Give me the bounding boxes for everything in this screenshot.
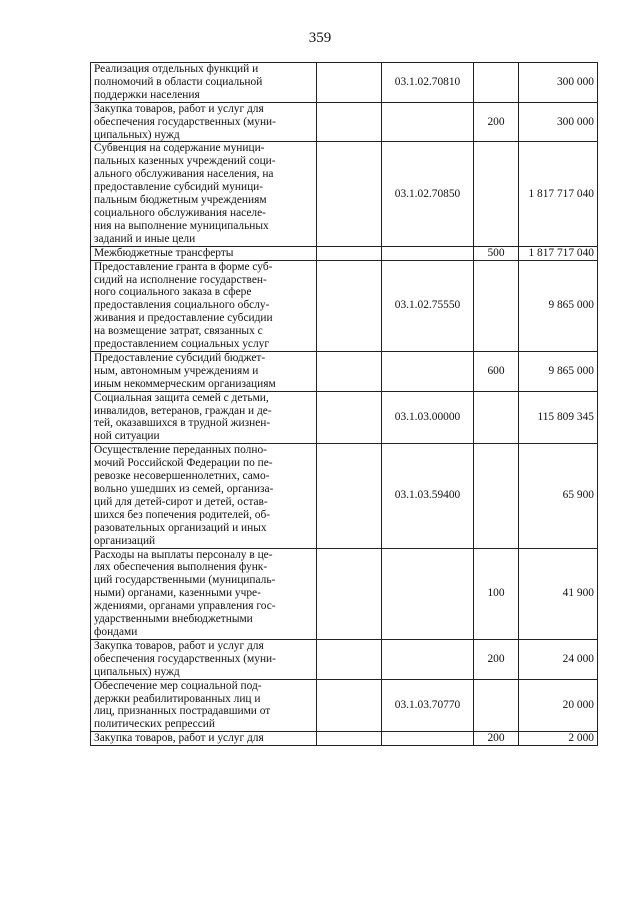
blank-cell — [317, 548, 382, 639]
blank-cell — [317, 679, 382, 732]
expense-name-cell: Закупка товаров, работ и услуг для обеспечения государственных (муни- ципальных) нужд — [91, 639, 317, 679]
expense-type-cell: 500 — [474, 246, 519, 260]
amount-cell: 115 809 345 — [519, 391, 598, 444]
expense-type-cell — [474, 142, 519, 246]
target-code-cell — [382, 548, 474, 639]
expense-name-cell: Реализация отдельных функций и полномочий в области социальной поддержки населения — [91, 63, 317, 103]
amount-cell: 2 000 — [519, 732, 598, 746]
target-code-cell: 03.1.02.70810 — [382, 63, 474, 103]
table-row — [91, 260, 598, 351]
table-row — [91, 444, 598, 548]
table-row — [91, 391, 598, 444]
table-row — [91, 679, 598, 732]
target-code-cell: 03.1.03.70770 — [382, 679, 474, 732]
target-code-cell: 03.1.03.59400 — [382, 444, 474, 548]
expense-type-cell — [474, 391, 519, 444]
table-row — [91, 63, 598, 103]
expense-type-cell — [474, 260, 519, 351]
blank-cell — [317, 63, 382, 103]
expense-type-cell: 600 — [474, 351, 519, 391]
blank-cell — [317, 732, 382, 746]
expense-type-cell — [474, 679, 519, 732]
amount-cell: 41 900 — [519, 548, 598, 639]
expense-type-cell: 200 — [474, 639, 519, 679]
table-row — [91, 548, 598, 639]
expense-name-cell: Предоставление гранта в форме суб- сидий на исполнение государствен- ного социального заказа в сфере предоставления социального обслу- живания и предоставление субсидии на возмещение затрат, связанных с предоставлением социальных услуг — [91, 260, 317, 351]
blank-cell — [317, 351, 382, 391]
expense-type-cell: 100 — [474, 548, 519, 639]
table-row — [91, 142, 598, 246]
blank-cell — [317, 639, 382, 679]
amount-cell: 300 000 — [519, 63, 598, 103]
target-code-cell — [382, 246, 474, 260]
blank-cell — [317, 391, 382, 444]
expense-name-cell: Осуществление переданных полно- мочий Российской Федерации по пе- ревозке несовершеннолетних, само- вольно ушедших из семей, организа- ций для детей-сирот и детей, остав- шихся без попечения родителей, об- разовательных организаций и иных организаций — [91, 444, 317, 548]
target-code-cell: 03.1.02.70850 — [382, 142, 474, 246]
amount-cell: 24 000 — [519, 639, 598, 679]
expense-name-cell: Расходы на выплаты персоналу в це- лях обеспечения выполнения функ- ций государственными (муниципаль- ными) органами, казенными учре- ждениями, органами управления гос- ударственными внебюджетными фондами — [91, 548, 317, 639]
expense-name-cell: Межбюджетные трансферты — [91, 246, 317, 260]
budget-table-body — [91, 63, 598, 746]
expense-type-cell — [474, 444, 519, 548]
target-code-cell — [382, 639, 474, 679]
amount-cell: 9 865 000 — [519, 260, 598, 351]
amount-cell: 20 000 — [519, 679, 598, 732]
target-code-cell — [382, 732, 474, 746]
amount-cell: 300 000 — [519, 102, 598, 142]
table-row — [91, 639, 598, 679]
blank-cell — [317, 260, 382, 351]
table-row — [91, 102, 598, 142]
expense-type-cell: 200 — [474, 102, 519, 142]
expense-name-cell: Закупка товаров, работ и услуг для обеспечения государственных (муни- ципальных) нужд — [91, 102, 317, 142]
expense-name-cell: Обеспечение мер социальной под- держки реабилитированных лиц и лиц, признанных пострадавшими от политических репрессий — [91, 679, 317, 732]
amount-cell: 1 817 717 040 — [519, 142, 598, 246]
target-code-cell — [382, 102, 474, 142]
blank-cell — [317, 102, 382, 142]
blank-cell — [317, 246, 382, 260]
budget-table — [90, 62, 598, 746]
target-code-cell — [382, 351, 474, 391]
amount-cell: 9 865 000 — [519, 351, 598, 391]
page-number: 359 — [308, 30, 332, 46]
target-code-cell: 03.1.03.00000 — [382, 391, 474, 444]
expense-name-cell: Предоставление субсидий бюджет- ным, автономным учреждениям и иным некоммерческим организациям — [91, 351, 317, 391]
table-row — [91, 246, 598, 260]
table-row — [91, 732, 598, 746]
expense-name-cell: Закупка товаров, работ и услуг для — [91, 732, 317, 746]
expense-name-cell: Субвенция на содержание муници- пальных казенных учреждений соци- ального обслуживания населения, на предоставление субсидий муници- пальным бюджетным учреждениям социального обслуживания населе- ния на выполнение муниципальных заданий и иные цели — [91, 142, 317, 246]
table-row — [91, 351, 598, 391]
expense-type-cell: 200 — [474, 732, 519, 746]
blank-cell — [317, 444, 382, 548]
blank-cell — [317, 142, 382, 246]
target-code-cell: 03.1.02.75550 — [382, 260, 474, 351]
amount-cell: 65 900 — [519, 444, 598, 548]
expense-name-cell: Социальная защита семей с детьми, инвалидов, ветеранов, граждан и де- тей, оказавшихся в трудной жизнен- ной ситуации — [91, 391, 317, 444]
expense-type-cell — [474, 63, 519, 103]
amount-cell: 1 817 717 040 — [519, 246, 598, 260]
